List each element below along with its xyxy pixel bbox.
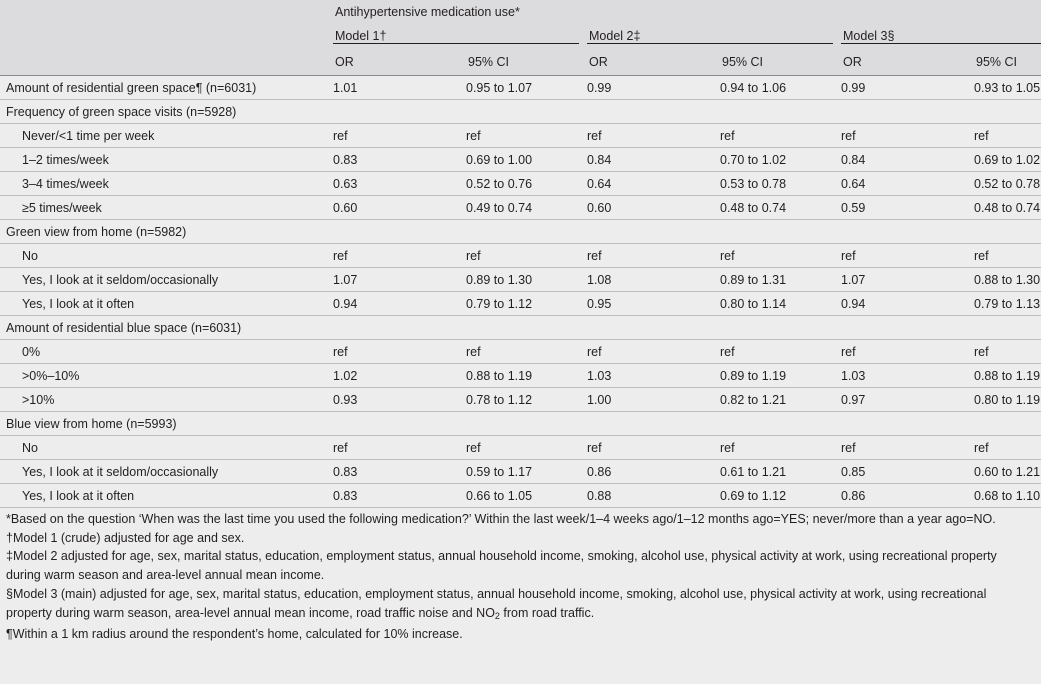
cell-or: ref bbox=[841, 436, 974, 460]
cell-ci: 0.69 to 1.12 bbox=[720, 484, 841, 508]
section-row bbox=[0, 220, 1041, 244]
table-row bbox=[0, 292, 1041, 316]
header-row-3 bbox=[0, 48, 1041, 76]
table-row bbox=[0, 460, 1041, 484]
cell-or: 0.86 bbox=[587, 460, 720, 484]
row-label: >0%–10% bbox=[0, 364, 333, 388]
table-row bbox=[0, 196, 1041, 220]
cell-or: 0.99 bbox=[841, 76, 974, 100]
row-label: 0% bbox=[0, 340, 333, 364]
cell-or: 0.99 bbox=[587, 76, 720, 100]
cell-or: 0.88 bbox=[587, 484, 720, 508]
table-row bbox=[0, 340, 1041, 364]
header-row-2 bbox=[0, 24, 1041, 48]
cell-ci: 0.59 to 1.17 bbox=[466, 460, 587, 484]
cell-ci: ref bbox=[974, 436, 1041, 460]
cell-ci: 0.48 to 0.74 bbox=[974, 196, 1041, 220]
row-label: Amount of residential green space¶ (n=6031) bbox=[0, 76, 333, 100]
cell-or: 0.95 bbox=[587, 292, 720, 316]
cell-ci: ref bbox=[974, 124, 1041, 148]
cell-or: 1.08 bbox=[587, 268, 720, 292]
cell-ci: 0.52 to 0.78 bbox=[974, 172, 1041, 196]
table-row bbox=[0, 268, 1041, 292]
row-label: >10% bbox=[0, 388, 333, 412]
group-header: Antihypertensive medication use* bbox=[335, 5, 520, 19]
table-body bbox=[0, 76, 1041, 508]
cell-ci: ref bbox=[974, 244, 1041, 268]
cell-or: 1.07 bbox=[333, 268, 466, 292]
cell-or: ref bbox=[333, 124, 466, 148]
cell-ci: 0.68 to 1.10 bbox=[974, 484, 1041, 508]
cell-ci: ref bbox=[974, 340, 1041, 364]
cell-ci: ref bbox=[466, 340, 587, 364]
table-row bbox=[0, 76, 1041, 100]
cell-or: ref bbox=[587, 436, 720, 460]
cell-ci: 0.61 to 1.21 bbox=[720, 460, 841, 484]
cell-ci: 0.89 to 1.19 bbox=[720, 364, 841, 388]
cell-or: 1.00 bbox=[587, 388, 720, 412]
section-row bbox=[0, 412, 1041, 436]
header-row-1 bbox=[0, 0, 1041, 24]
table-row bbox=[0, 172, 1041, 196]
footnote-section-text: §Model 3 (main) adjusted for age, sex, marital status, education, employment status, annual household income, smoking, alcohol use, physical activity at work, using recreational property during warm season, area-level annual mean income, road traffic noise and NO bbox=[6, 586, 987, 620]
cell-ci: 0.53 to 0.78 bbox=[720, 172, 841, 196]
section-row bbox=[0, 316, 1041, 340]
cell-or: ref bbox=[587, 340, 720, 364]
cell-ci: ref bbox=[720, 124, 841, 148]
cell-ci: 0.52 to 0.76 bbox=[466, 172, 587, 196]
row-label: Yes, I look at it often bbox=[0, 484, 333, 508]
ci-header: 95% CI bbox=[466, 48, 587, 76]
section-label: Green view from home (n=5982) bbox=[0, 220, 1041, 244]
section-label: Frequency of green space visits (n=5928) bbox=[0, 100, 1041, 124]
cell-or: 0.97 bbox=[841, 388, 974, 412]
row-label: Yes, I look at it seldom/occasionally bbox=[0, 268, 333, 292]
footnote-dagger: †Model 1 (crude) adjusted for age and sex. bbox=[6, 530, 245, 545]
cell-or: 0.60 bbox=[333, 196, 466, 220]
cell-ci: 0.79 to 1.12 bbox=[466, 292, 587, 316]
row-label: Yes, I look at it seldom/occasionally bbox=[0, 460, 333, 484]
ci-header: 95% CI bbox=[974, 48, 1041, 76]
cell-ci: ref bbox=[466, 436, 587, 460]
cell-or: 1.01 bbox=[333, 76, 466, 100]
row-label: 3–4 times/week bbox=[0, 172, 333, 196]
footnotes bbox=[0, 508, 1041, 644]
cell-or: 0.59 bbox=[841, 196, 974, 220]
cell-or: 1.03 bbox=[587, 364, 720, 388]
cell-ci: ref bbox=[466, 244, 587, 268]
cell-or: 0.94 bbox=[333, 292, 466, 316]
row-label: ≥5 times/week bbox=[0, 196, 333, 220]
footnote-section-subscript: 2 bbox=[494, 610, 500, 621]
table-row bbox=[0, 148, 1041, 172]
cell-or: 1.03 bbox=[841, 364, 974, 388]
cell-ci: 0.95 to 1.07 bbox=[466, 76, 587, 100]
section-label: Amount of residential blue space (n=6031) bbox=[0, 316, 1041, 340]
ci-header: 95% CI bbox=[720, 48, 841, 76]
cell-ci: 0.48 to 0.74 bbox=[720, 196, 841, 220]
cell-or: 1.07 bbox=[841, 268, 974, 292]
cell-or: 0.93 bbox=[333, 388, 466, 412]
row-label: Never/<1 time per week bbox=[0, 124, 333, 148]
cell-or: ref bbox=[587, 244, 720, 268]
cell-ci: ref bbox=[720, 436, 841, 460]
footnote-star: *Based on the question ‘When was the last time you used the following medication?’ Within the last week/1–4 weeks ago/1–12 months ago=YES; never/more than a year ago=NO. bbox=[6, 512, 996, 526]
section-label: Blue view from home (n=5993) bbox=[0, 412, 1041, 436]
cell-ci: 0.80 to 1.14 bbox=[720, 292, 841, 316]
cell-ci: 0.88 to 1.19 bbox=[974, 364, 1041, 388]
footnote-section-tail: from road traffic. bbox=[499, 605, 595, 620]
cell-or: 0.64 bbox=[587, 172, 720, 196]
row-label: Yes, I look at it often bbox=[0, 292, 333, 316]
model-2-header: Model 2‡ bbox=[587, 29, 833, 44]
footnote-double-dagger: ‡Model 2 adjusted for age, sex, marital status, education, employment status, annual household income, smoking, alcohol use, physical activity at work, using recreational property during warm season and area-level annual mean income. bbox=[6, 549, 997, 583]
cell-ci: ref bbox=[720, 340, 841, 364]
table-row bbox=[0, 244, 1041, 268]
model-1-header: Model 1† bbox=[333, 29, 579, 44]
cell-ci: 0.94 to 1.06 bbox=[720, 76, 841, 100]
row-label: No bbox=[0, 244, 333, 268]
cell-or: ref bbox=[333, 340, 466, 364]
row-label: 1–2 times/week bbox=[0, 148, 333, 172]
cell-ci: 0.78 to 1.12 bbox=[466, 388, 587, 412]
cell-or: 0.83 bbox=[333, 484, 466, 508]
cell-ci: 0.82 to 1.21 bbox=[720, 388, 841, 412]
cell-or: 0.94 bbox=[841, 292, 974, 316]
cell-or: ref bbox=[841, 124, 974, 148]
cell-or: ref bbox=[333, 244, 466, 268]
cell-or: 1.02 bbox=[333, 364, 466, 388]
cell-or: 0.63 bbox=[333, 172, 466, 196]
cell-or: 0.86 bbox=[841, 484, 974, 508]
cell-or: 0.60 bbox=[587, 196, 720, 220]
cell-ci: 0.60 to 1.21 bbox=[974, 460, 1041, 484]
cell-ci: ref bbox=[720, 244, 841, 268]
cell-ci: 0.69 to 1.02 bbox=[974, 148, 1041, 172]
cell-ci: 0.89 to 1.30 bbox=[466, 268, 587, 292]
cell-or: 0.64 bbox=[841, 172, 974, 196]
cell-or: 0.84 bbox=[587, 148, 720, 172]
cell-or: ref bbox=[841, 244, 974, 268]
cell-ci: 0.80 to 1.19 bbox=[974, 388, 1041, 412]
cell-ci: 0.93 to 1.05 bbox=[974, 76, 1041, 100]
or-header: OR bbox=[841, 48, 974, 76]
cell-ci: 0.89 to 1.31 bbox=[720, 268, 841, 292]
cell-or: ref bbox=[587, 124, 720, 148]
footnote-section bbox=[6, 585, 1035, 625]
cell-ci: 0.49 to 0.74 bbox=[466, 196, 587, 220]
cell-ci: 0.88 to 1.19 bbox=[466, 364, 587, 388]
cell-or: 0.83 bbox=[333, 148, 466, 172]
cell-or: 0.84 bbox=[841, 148, 974, 172]
section-row bbox=[0, 100, 1041, 124]
cell-or: ref bbox=[333, 436, 466, 460]
table-row bbox=[0, 484, 1041, 508]
table-row bbox=[0, 364, 1041, 388]
cell-ci: 0.70 to 1.02 bbox=[720, 148, 841, 172]
table-row bbox=[0, 124, 1041, 148]
cell-ci: 0.79 to 1.13 bbox=[974, 292, 1041, 316]
cell-ci: 0.66 to 1.05 bbox=[466, 484, 587, 508]
cell-ci: ref bbox=[466, 124, 587, 148]
cell-ci: 0.88 to 1.30 bbox=[974, 268, 1041, 292]
cell-or: 0.85 bbox=[841, 460, 974, 484]
model-3-header: Model 3§ bbox=[841, 29, 1041, 44]
or-header: OR bbox=[333, 48, 466, 76]
cell-or: ref bbox=[841, 340, 974, 364]
cell-or: 0.83 bbox=[333, 460, 466, 484]
cell-ci: 0.69 to 1.00 bbox=[466, 148, 587, 172]
or-header: OR bbox=[587, 48, 720, 76]
row-label: No bbox=[0, 436, 333, 460]
table-row bbox=[0, 388, 1041, 412]
footnote-pilcrow: ¶Within a 1 km radius around the respondent’s home, calculated for 10% increase. bbox=[6, 627, 463, 642]
table-row bbox=[0, 436, 1041, 460]
